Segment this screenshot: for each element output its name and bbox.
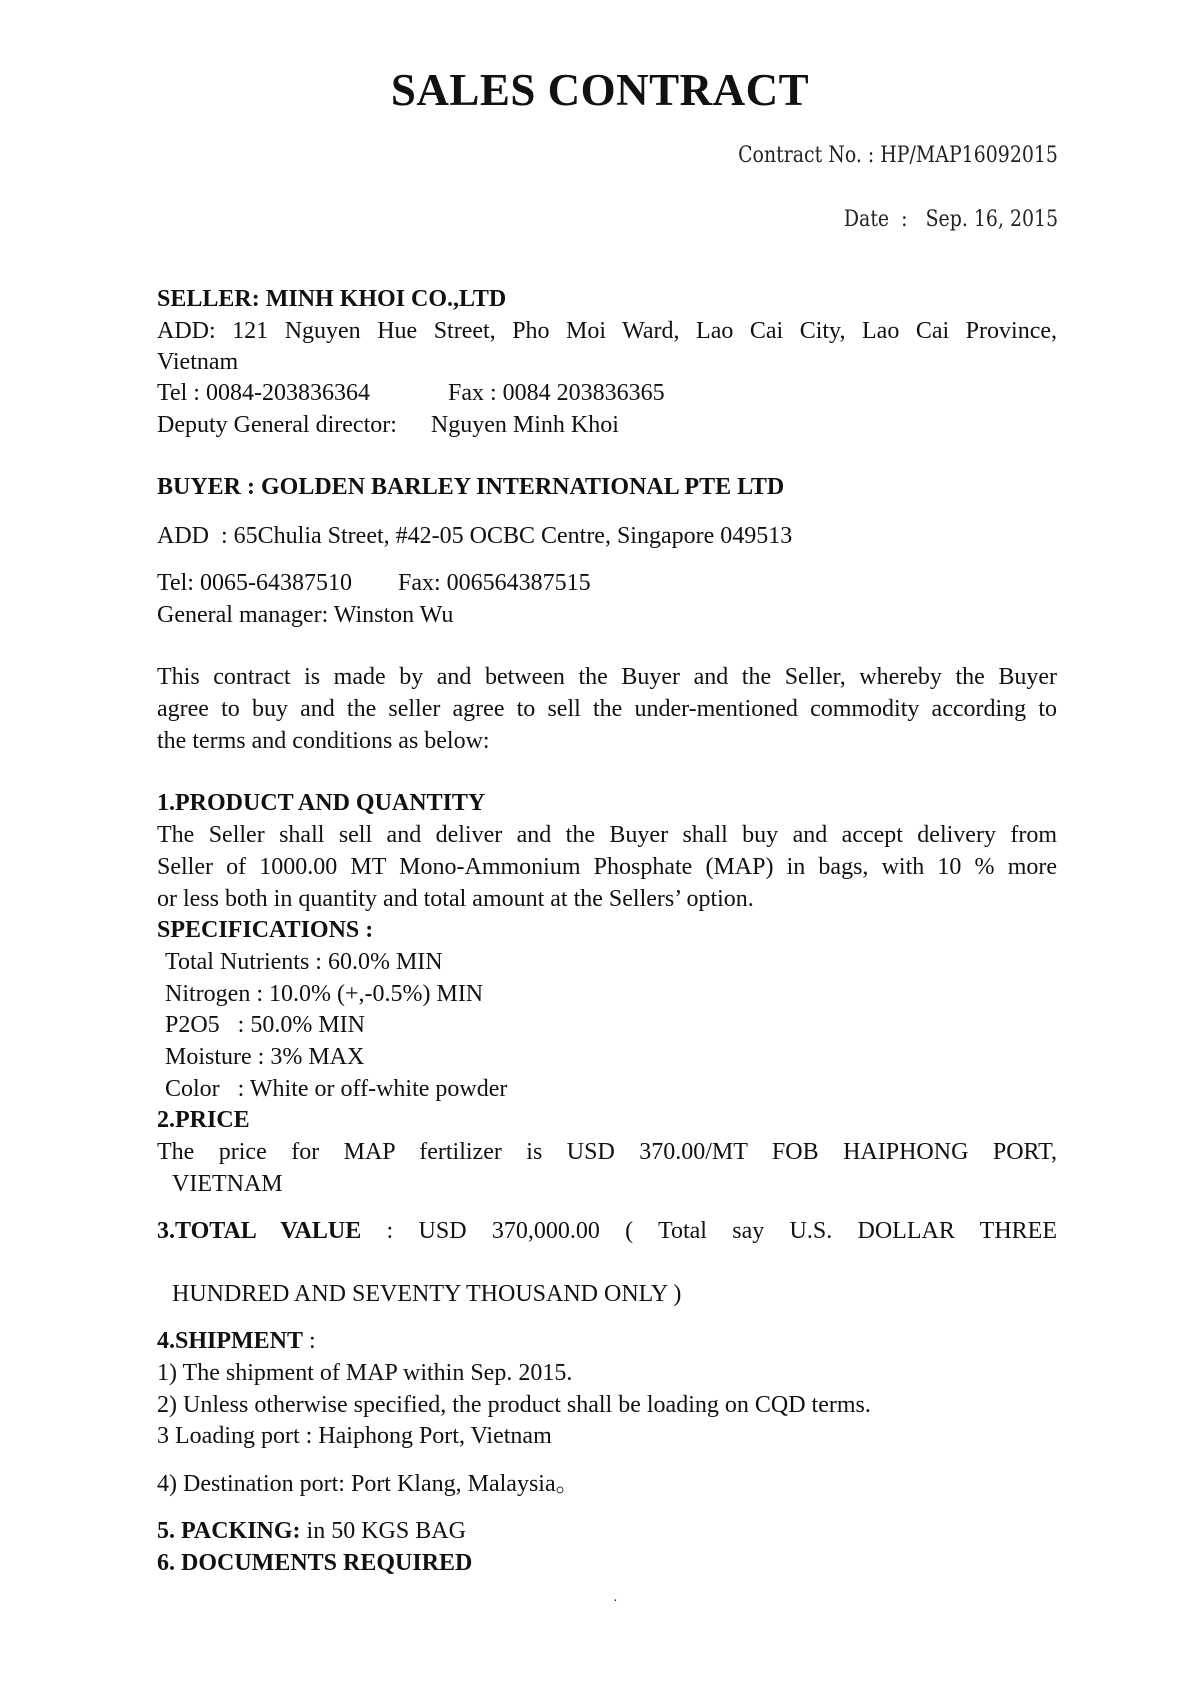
spec-heading: SPECIFICATIONS : (157, 917, 374, 943)
seller-tel: Tel : 0084-203836364 (157, 380, 370, 406)
section1-heading: 1.PRODUCT AND QUANTITY (157, 790, 486, 816)
buyer-heading: BUYER : GOLDEN BARLEY INTERNATIONAL PTE LTD (157, 474, 785, 500)
section3-line-2: HUNDRED AND SEVENTY THOUSAND ONLY ) (172, 1281, 682, 1307)
section1-line-1: The Seller shall sell and deliver and the Buyer shall buy and accept delivery from (157, 822, 1057, 848)
section2-line-2: VIETNAM (172, 1171, 283, 1197)
section4-heading-suffix: : (303, 1328, 316, 1354)
section4-heading-line (157, 1326, 316, 1356)
spec-item: Total Nutrients : 60.0% MIN (165, 949, 443, 975)
contract-number: Contract No. : HP/MAP16092015 (738, 143, 1058, 168)
buyer-manager: General manager: Winston Wu (157, 602, 454, 628)
buyer-tel: Tel: 0065-64387510 (157, 570, 352, 596)
seller-heading: SELLER: MINH KHOI CO.,LTD (157, 286, 507, 312)
shipment-item: 3 Loading port : Haiphong Port, Vietnam (157, 1423, 552, 1449)
intro-line-3: the terms and conditions as below: (157, 728, 490, 754)
section1-line-3: or less both in quantity and total amount at the Sellers’ option. (157, 886, 754, 912)
intro-line-1: This contract is made by and between the Buyer and the Seller, whereby the Buyer (157, 664, 1057, 690)
section5-line (157, 1516, 466, 1546)
section3-heading: 3.TOTAL VALUE (157, 1218, 362, 1244)
spec-item: Nitrogen : 10.0% (+,-0.5%) MIN (165, 981, 484, 1007)
shipment-item: 2) Unless otherwise specified, the product shall be loading on CQD terms. (157, 1392, 871, 1418)
seller-fax: Fax : 0084 203836365 (447, 380, 665, 406)
section6-heading: 6. DOCUMENTS REQUIRED (157, 1550, 473, 1576)
shipment-item: 1) The shipment of MAP within Sep. 2015. (157, 1360, 573, 1386)
seller-director-label: Deputy General director: (157, 412, 397, 438)
buyer-address: ADD : 65Chulia Street, #42-05 OCBC Centre, Singapore 049513 (157, 523, 793, 549)
section5-heading: 5. PACKING: (157, 1518, 301, 1544)
seller-director-name: Nguyen Minh Khoi (430, 412, 619, 438)
buyer-contact (157, 568, 591, 598)
seller-contact (157, 378, 665, 408)
spec-item: Color : White or off-white powder (165, 1076, 508, 1102)
contract-date: Date : Sep. 16, 2015 (843, 207, 1058, 232)
section1-line-2: Seller of 1000.00 MT Mono-Ammonium Phosphate (MAP) in bags, with 10 % more (157, 854, 1057, 880)
buyer-fax: Fax: 006564387515 (397, 570, 591, 596)
footer-mark: · (613, 1594, 618, 1609)
section4-heading: 4.SHIPMENT (157, 1328, 304, 1354)
section5-text: in 50 KGS BAG (300, 1518, 466, 1544)
spec-item: P2O5 : 50.0% MIN (165, 1012, 366, 1038)
shipment-item: 4) Destination port: Port Klang, Malaysia。 (157, 1471, 580, 1497)
section3-line-1 (157, 1216, 1057, 1246)
seller-address-line1: ADD: 121 Nguyen Hue Street, Pho Moi Ward, Lao Cai City, Lao Cai Province, (157, 318, 1057, 344)
intro-line-2: agree to buy and the seller agree to sell the under-mentioned commodity according to (157, 696, 1057, 722)
section2-line-1: The price for MAP fertilizer is USD 370.00/MT FOB HAIPHONG PORT, (157, 1139, 1057, 1165)
section3-value: : USD 370,000.00 ( Total say U.S. DOLLAR THREE (361, 1218, 1058, 1244)
spec-item: Moisture : 3% MAX (165, 1044, 365, 1070)
section2-heading: 2.PRICE (157, 1107, 250, 1133)
seller-director (157, 410, 619, 440)
seller-address-line2: Vietnam (157, 349, 239, 375)
page-title: SALES CONTRACT (390, 65, 810, 115)
